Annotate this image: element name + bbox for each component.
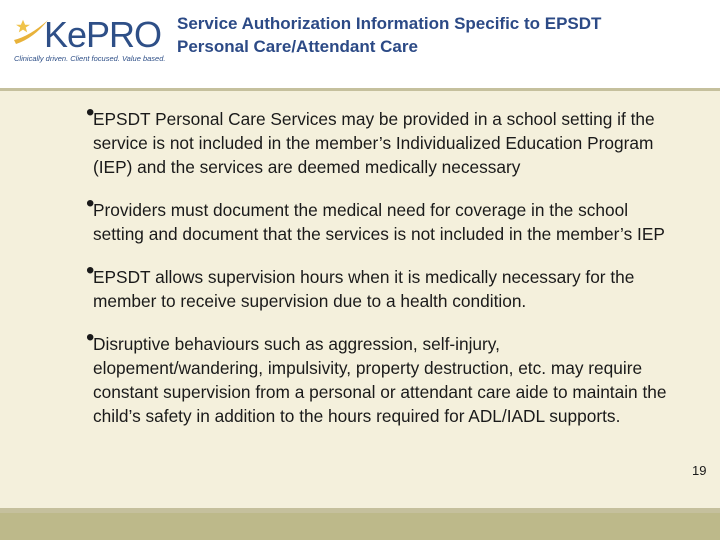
logo-tagline: Clinically driven. Client focused. Value based. — [14, 54, 166, 63]
slide-body — [0, 91, 720, 506]
bullet-dot-icon: • — [86, 99, 95, 126]
bullet-dot-icon: • — [86, 324, 95, 351]
kepro-logo — [12, 14, 166, 70]
slide-title — [177, 12, 707, 58]
bullet-text: Providers must document the medical need for coverage in the school setting and document that the services is not included in the member’s IEP — [93, 200, 665, 244]
bullet-item — [86, 99, 673, 179]
bullet-list — [86, 99, 673, 447]
slide-title-line-1: Service Authorization Information Specific to EPSDT — [177, 14, 602, 33]
bullet-item — [86, 324, 673, 428]
bullet-item — [86, 190, 673, 246]
bullet-dot-icon: • — [86, 190, 95, 217]
footer-band — [0, 513, 720, 540]
page-number: 19 — [692, 463, 707, 478]
slide-title-line-2: Personal Care/Attendant Care — [177, 37, 418, 56]
footer-bar — [0, 508, 720, 540]
slide-header — [0, 0, 720, 88]
bullet-item — [86, 257, 673, 313]
bullet-dot-icon: • — [86, 257, 95, 284]
logo-wordmark: KePRO — [44, 14, 162, 55]
bullet-text: Disruptive behaviours such as aggression, self-injury, elopement/wandering, impulsivity, property destruction, etc. may require constant supervision from a personal or attendant care aide to maintain the child’s safety in addition to the hours required for ADL/IADL supports. — [93, 334, 667, 426]
bullet-text: EPSDT Personal Care Services may be provided in a school setting if the service is not included in the member’s Individualized Education Program (IEP) and the services are deemed medically necessary — [93, 109, 655, 177]
bullet-text: EPSDT allows supervision hours when it is medically necessary for the member to receive supervision due to a health condition. — [93, 267, 635, 311]
